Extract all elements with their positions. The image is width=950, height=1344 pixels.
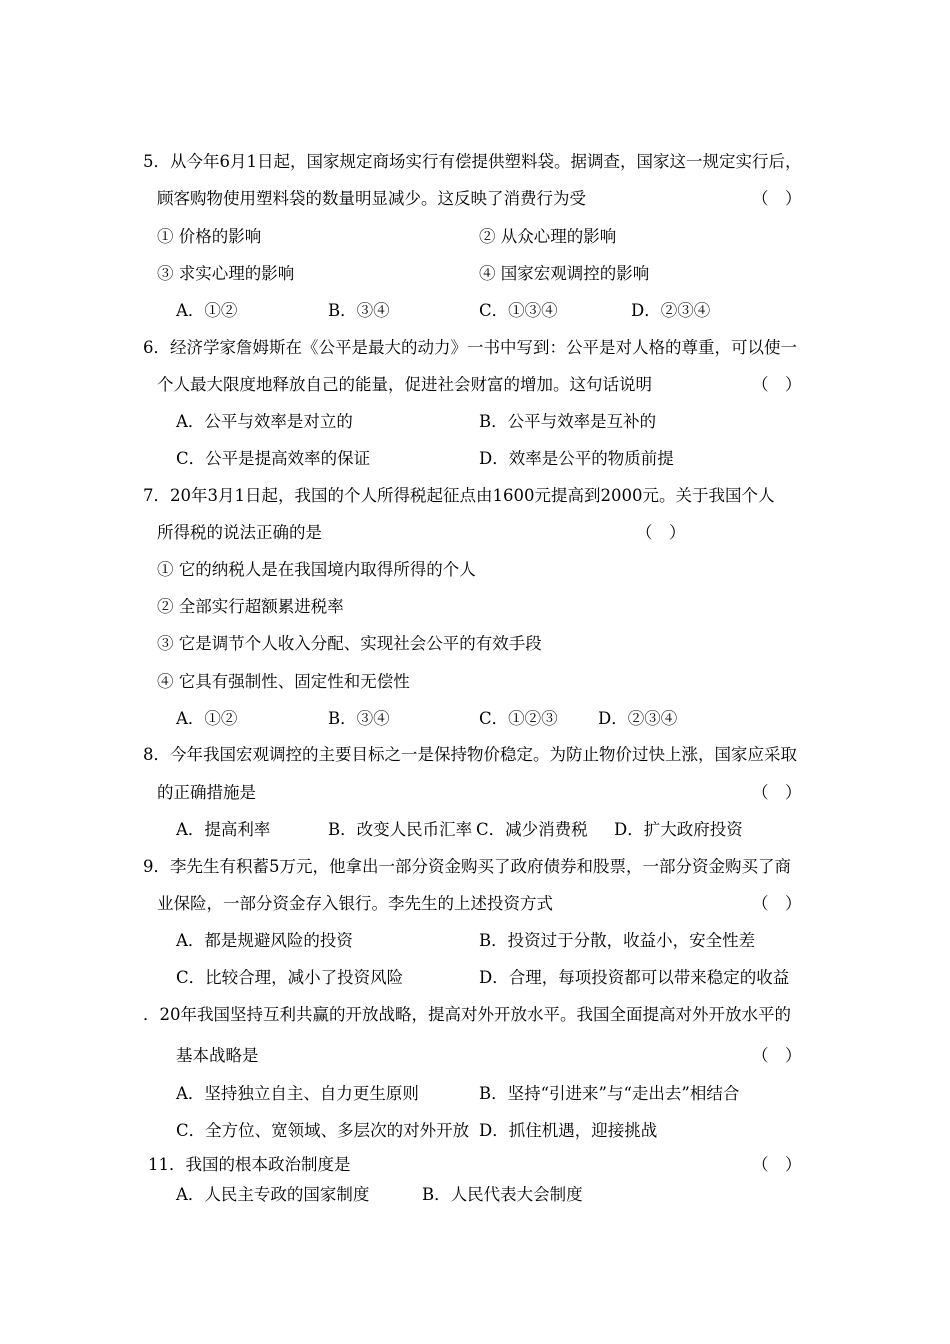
q9-option-b: B．投资过于分散，收益小，安全性差 bbox=[479, 931, 756, 950]
q9-stem-line1: 9．李先生有积蓄5万元，他拿出一部分资金购买了政府债券和股票，一部分资金购买了商 bbox=[143, 857, 791, 876]
q9-stem-line2: 业保险，一部分资金存入银行。李先生的上述投资方式 bbox=[157, 894, 553, 913]
q5-item-1: ① 价格的影响 bbox=[157, 227, 262, 246]
q5-stem-line1: 5．从今年6月1日起，国家规定商场实行有偿提供塑料袋。据调查，国家这一规定实行后， bbox=[143, 152, 802, 171]
q6-option-c: C．公平是提高效率的保证 bbox=[176, 449, 371, 468]
q7-item-4: ④ 它具有强制性、固定性和无偿性 bbox=[157, 672, 410, 691]
q5-item-2: ② 从众心理的影响 bbox=[479, 227, 617, 246]
q7-stem-line1: 7．20年3月1日起，我国的个人所得税起征点由1600元提高到2000元。关于我国个人 bbox=[143, 486, 775, 505]
q6-answer-paren: （ ） bbox=[752, 375, 802, 394]
q10-option-d: D．抓住机遇，迎接挑战 bbox=[479, 1121, 658, 1140]
q5-option-c: C．①③④ bbox=[479, 301, 558, 320]
q7-item-1: ① 它的纳税人是在我国境内取得所得的个人 bbox=[157, 560, 476, 579]
q7-option-b: B．③④ bbox=[328, 709, 390, 728]
q7-option-c: C．①②③ bbox=[479, 709, 558, 728]
q6-option-a: A．公平与效率是对立的 bbox=[176, 412, 353, 431]
q6-stem-line1: 6．经济学家詹姆斯在《公平是最大的动力》一书中写到：公平是对人格的尊重，可以使一 bbox=[143, 338, 797, 357]
q11-stem-line1: 11．我国的根本政治制度是 bbox=[148, 1155, 351, 1174]
q5-option-d: D．②③④ bbox=[631, 301, 711, 320]
q8-answer-paren: （ ） bbox=[752, 783, 802, 802]
q8-option-a: A．提高利率 bbox=[176, 820, 271, 839]
q10-answer-paren: （ ） bbox=[752, 1046, 802, 1065]
q7-answer-paren: （ ） bbox=[636, 523, 686, 542]
q10-stem-line2: 基本战略是 bbox=[176, 1046, 259, 1065]
q9-option-d: D．合理，每项投资都可以带来稳定的收益 bbox=[479, 968, 790, 987]
q11-answer-paren: （ ） bbox=[752, 1155, 802, 1174]
q10-option-c: C．全方位、宽领域、多层次的对外开放 bbox=[176, 1121, 470, 1140]
q11-option-b: B．人民代表大会制度 bbox=[422, 1185, 583, 1204]
q8-option-b: B．改变人民币汇率 bbox=[328, 820, 473, 839]
q6-stem-line2: 个人最大限度地释放自己的能量，促进社会财富的增加。这句话说明 bbox=[157, 375, 652, 394]
q5-answer-paren: （ ） bbox=[752, 189, 802, 208]
q10-option-b: B．坚持“引进来”与“走出去”相结合 bbox=[479, 1084, 740, 1103]
q7-stem-line2: 所得税的说法正确的是 bbox=[157, 523, 322, 542]
q8-option-c: C．减少消费税 bbox=[476, 820, 588, 839]
q9-option-c: C．比较合理，减小了投资风险 bbox=[176, 968, 404, 987]
q5-option-a: A．①② bbox=[176, 301, 238, 320]
q5-item-3: ③ 求实心理的影响 bbox=[157, 264, 295, 283]
q8-stem-line1: 8．今年我国宏观调控的主要目标之一是保持物价稳定。为防止物价过快上涨，国家应采取 bbox=[143, 745, 797, 764]
q10-option-a: A．坚持独立自主、自力更生原则 bbox=[176, 1084, 419, 1103]
q10-stem-line1: ．20年我国坚持互利共赢的开放战略，提高对外开放水平。我国全面提高对外开放水平的 bbox=[143, 1005, 791, 1024]
q7-item-3: ③ 它是调节个人收入分配、实现社会公平的有效手段 bbox=[157, 634, 542, 653]
q6-option-d: D．效率是公平的物质前提 bbox=[479, 449, 674, 468]
q5-option-b: B．③④ bbox=[328, 301, 390, 320]
q11-option-a: A．人民主专政的国家制度 bbox=[176, 1185, 370, 1204]
q8-option-d: D．扩大政府投资 bbox=[614, 820, 743, 839]
q7-item-2: ② 全部实行超额累进税率 bbox=[157, 597, 344, 616]
q5-stem-line2: 顾客购物使用塑料袋的数量明显减少。这反映了消费行为受 bbox=[157, 189, 586, 208]
q8-stem-line2: 的正确措施是 bbox=[157, 783, 256, 802]
q7-option-d: D．②③④ bbox=[598, 709, 678, 728]
q5-item-4: ④ 国家宏观调控的影响 bbox=[479, 264, 650, 283]
q9-answer-paren: （ ） bbox=[752, 894, 802, 913]
q7-option-a: A．①② bbox=[176, 709, 238, 728]
q9-option-a: A．都是规避风险的投资 bbox=[176, 931, 353, 950]
q6-option-b: B．公平与效率是互补的 bbox=[479, 412, 657, 431]
